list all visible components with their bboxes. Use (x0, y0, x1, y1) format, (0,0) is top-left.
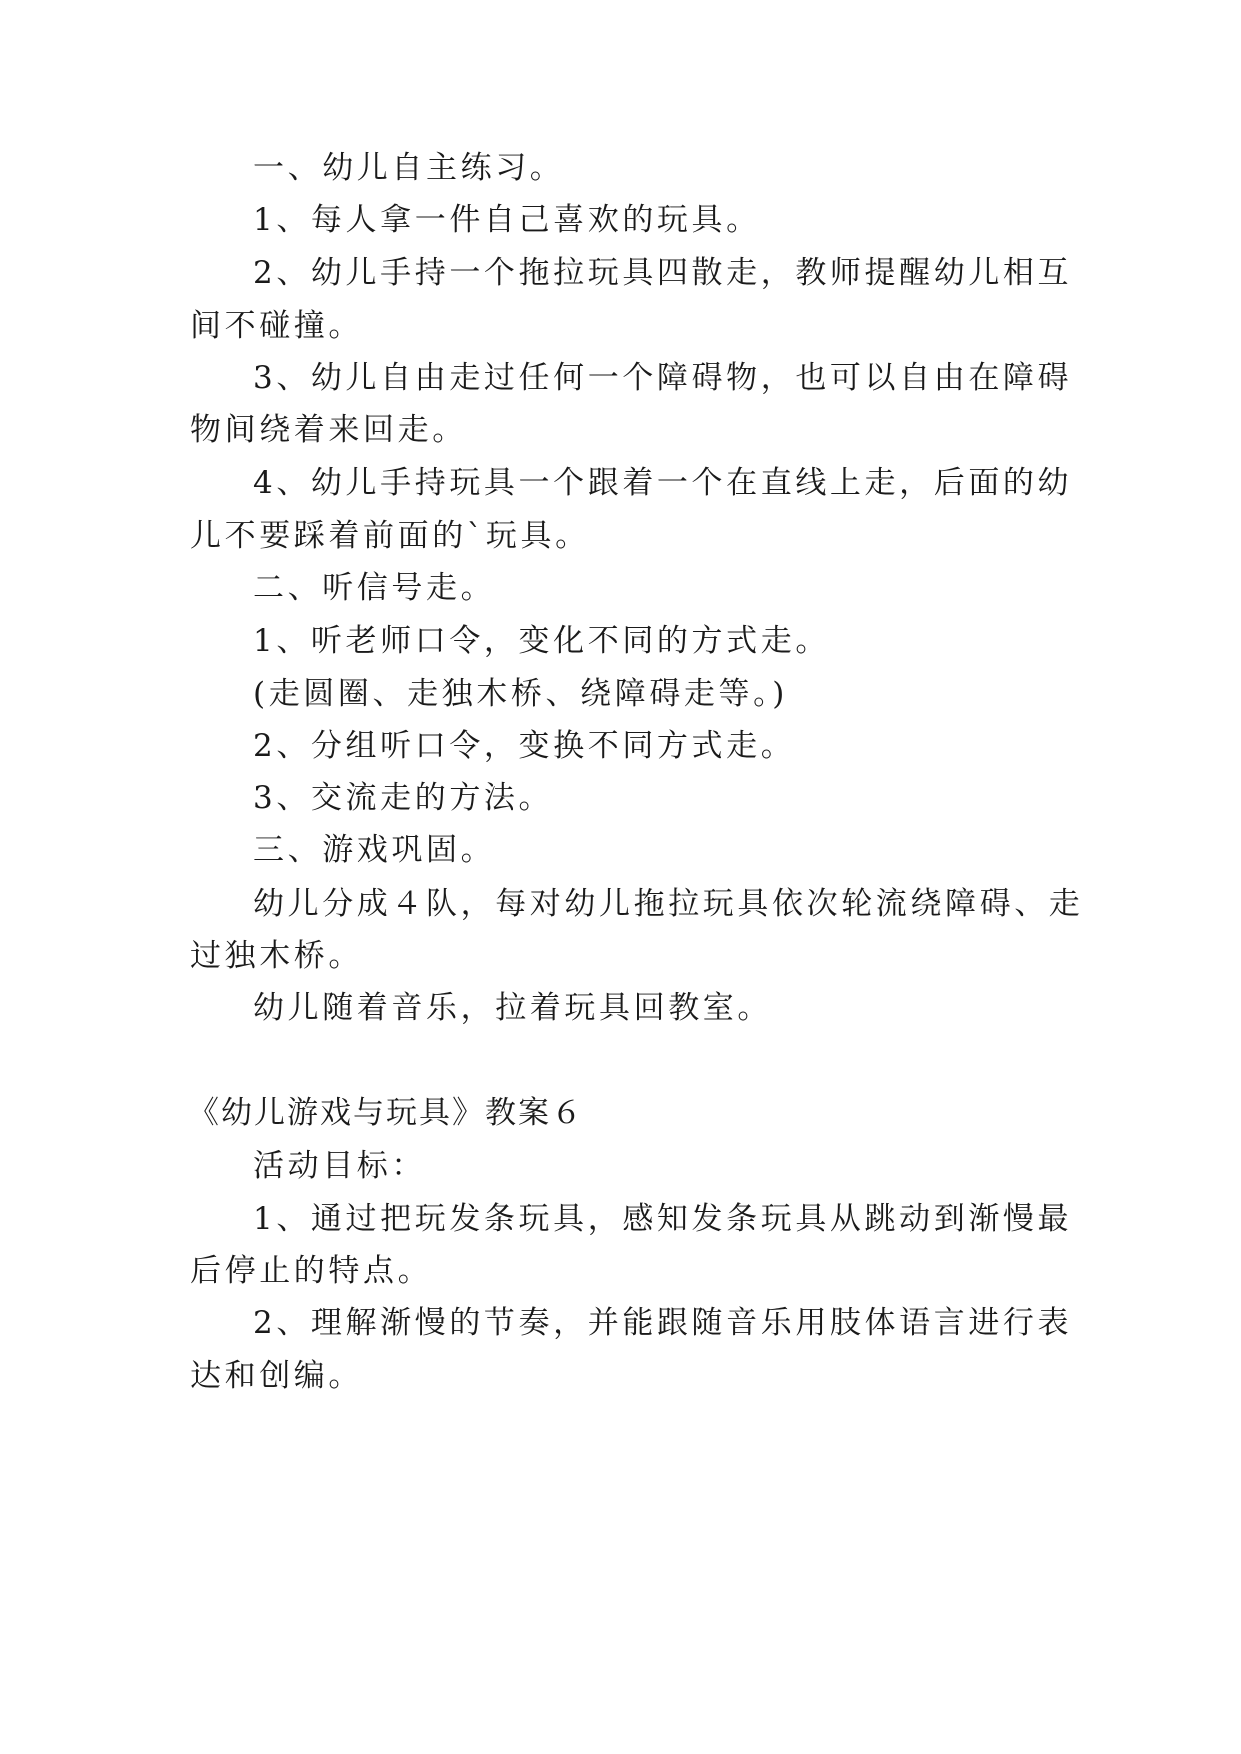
section-three-para-1-line-1: 幼儿分成４队，每对幼儿拖拉玩具依次轮流绕障碍、走 (253, 886, 1084, 922)
section-one-item-2-line-1: 2、幼儿手持一个拖拉玩具四散走，教师提醒幼儿相互 (253, 255, 1073, 291)
section-one-heading: 一、幼儿自主练习。 (253, 150, 565, 186)
section-two-item-2: 2、分组听口令，变换不同方式走。 (253, 728, 796, 764)
section-two-item-3: 3、交流走的方法。 (253, 780, 554, 816)
section-one-item-3-line-2: 物间绕着来回走。 (190, 412, 467, 448)
goal-2-line-2: 达和创编。 (190, 1358, 363, 1394)
section-one-item-4-line-2: 儿不要踩着前面的`玩具。 (190, 518, 590, 554)
section-one-item-4-line-1: 4、幼儿手持玩具一个跟着一个在直线上走，后面的幼 (253, 465, 1073, 501)
section-one-item-1: 1、每人拿一件自己喜欢的玩具。 (253, 202, 761, 238)
section-two-heading: 二、听信号走。 (253, 570, 496, 606)
section-three-heading: 三、游戏巩固。 (253, 832, 496, 868)
goal-1-line-1: 1、通过把玩发条玩具，感知发条玩具从跳动到渐慢最 (253, 1201, 1073, 1237)
section-two-item-1: 1、听老师口令，变化不同的方式走。 (253, 623, 830, 659)
goal-1-line-2: 后停止的特点。 (190, 1253, 433, 1289)
goals-heading: 活动目标： (253, 1148, 426, 1184)
lesson-6-title: 《幼儿游戏与玩具》教案６ (188, 1095, 584, 1131)
section-one-item-3-line-1: 3、幼儿自由走过任何一个障碍物，也可以自由在障碍 (253, 360, 1073, 396)
section-three-para-1-line-2: 过独木桥。 (190, 938, 363, 974)
goal-2-line-1: 2、理解渐慢的节奏，并能跟随音乐用肢体语言进行表 (253, 1305, 1073, 1341)
section-two-item-1-note: (走圆圈、走独木桥、绕障碍走等。) (253, 676, 788, 712)
section-three-para-2: 幼儿随着音乐，拉着玩具回教室。 (253, 990, 772, 1026)
section-one-item-2-line-2: 间不碰撞。 (190, 308, 363, 344)
